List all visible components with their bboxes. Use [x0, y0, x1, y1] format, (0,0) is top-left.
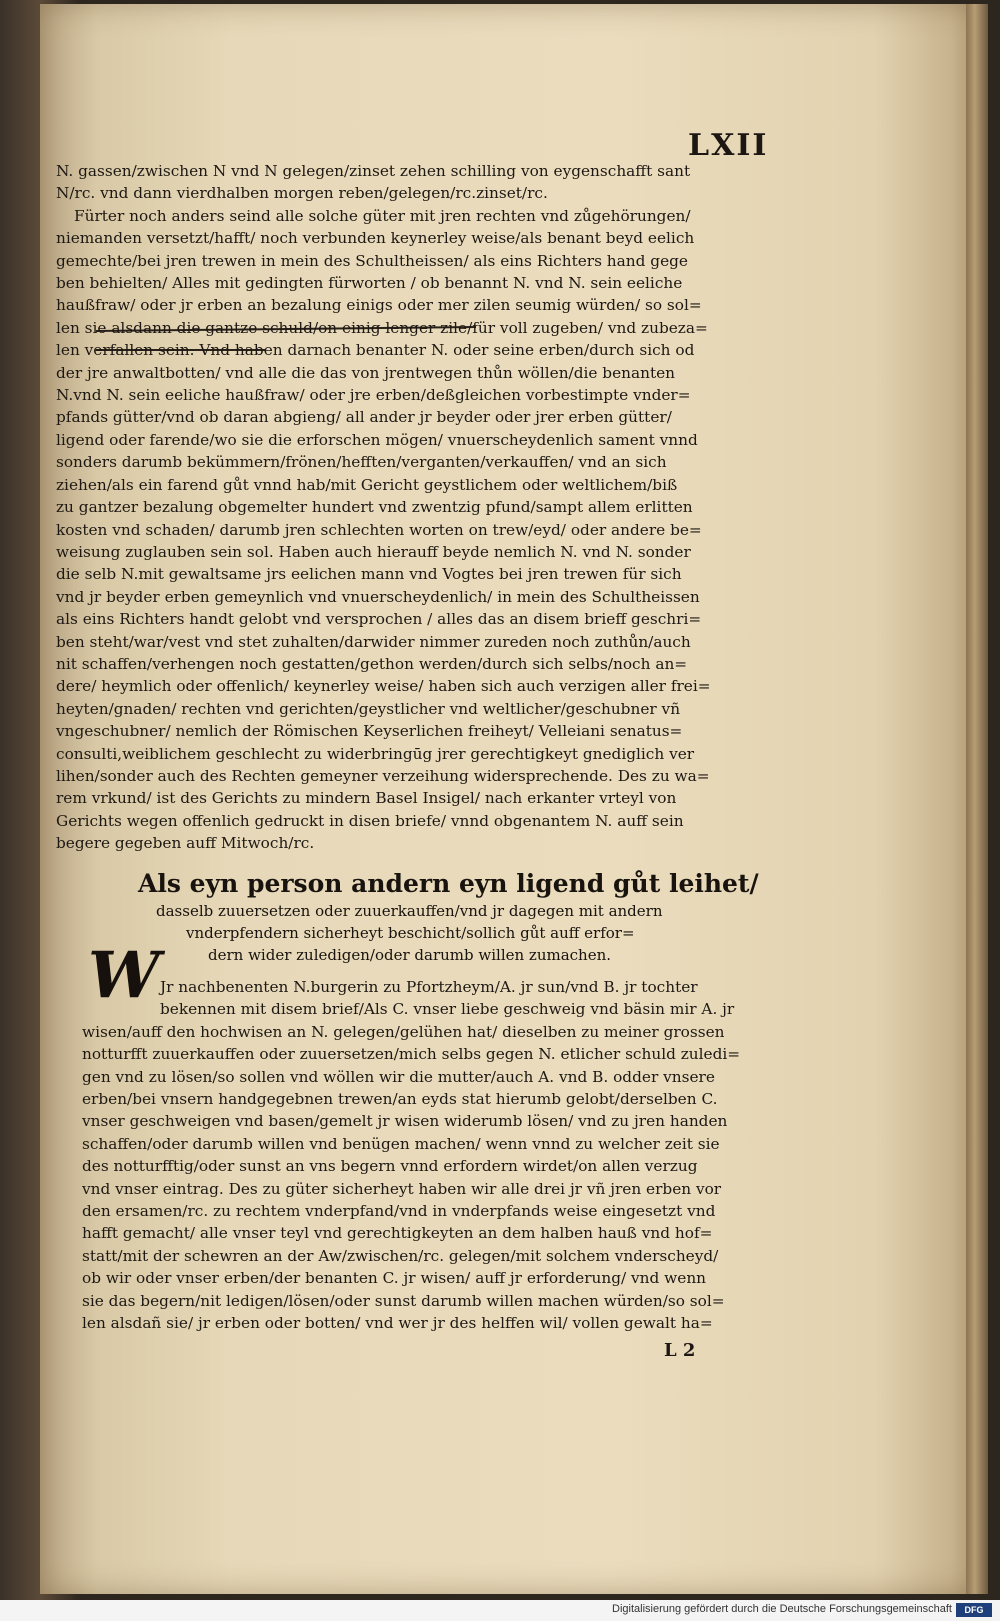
decorated-initial: W [88, 938, 160, 1013]
text-line: Gerichts wegen offenlich gedruckt in disen briefe/ vnnd obgenantem N. auff sein [56, 811, 684, 830]
text-line: der jre anwaltbotten/ vnd alle die das von jrentwegen thůn wöllen/die benanten [56, 363, 676, 382]
footer-bar [0, 1600, 1000, 1621]
page-edge [966, 4, 988, 1594]
text-line: len alsdañ sie/ jr erben oder botten/ vnd wer jr des helffen wil/ vollen gewalt ha= [82, 1314, 713, 1333]
text-line: heyten/gnaden/ rechten vnd gerichten/geystlicher vnd weltlicher/geschubner vñ [56, 699, 681, 718]
text-line: als eins Richters handt gelobt vnd versprochen / alles das an disem brieff geschri= [56, 610, 702, 629]
text-line: N.vnd N. sein eeliche haußfraw/ oder jre erben/deßgleichen vorbestimpte vnder= [56, 386, 691, 405]
text-block-top [56, 160, 756, 855]
text-line: ob wir oder vnser erben/der benanten C. jr wisen/ auff jr erforderung/ vnd wenn [82, 1269, 707, 1288]
text-line: erben/bei vnsern handgegebnen trewen/an eyds stat hierumb gelobt/derselben C. [82, 1090, 718, 1109]
text-line: Jr nachbenenten N.burgerin zu Pfortzheym/A. jr sun/vnd B. jr tochter [160, 978, 698, 996]
text-line: lihen/sonder auch des Rechten gemeyner verzeihung widersprechende. Des zu wa= [56, 766, 710, 785]
text-block-bottom [82, 976, 762, 1335]
text-line: nit schaffen/verhengen noch gestatten/gethon werden/durch sich selbs/noch an= [56, 654, 688, 673]
text-line: consulti,weiblichem geschlecht zu widerbringūg jrer gerechtigkeyt gnediglich ver [56, 744, 695, 763]
text-line: len verfallen sein. Vnd haben darnach benanter N. oder seine erben/durch sich od [56, 341, 695, 360]
text-line: ben steht/war/vest vnd stet zuhalten/darwider nimmer zureden noch zuthůn/auch [56, 632, 691, 651]
text-line: ziehen/als ein farend gůt vnnd hab/mit Gericht geystlichem oder weltlichem/biß [56, 475, 678, 494]
heading-subtitle: dern wider zuledigen/oder darumb willen zumachen. [208, 946, 612, 964]
text-line: vnd jr beyder erben gemeynlich vnd vnuerscheydenlich/ in mein des Schultheissen [56, 587, 700, 606]
text-line: niemanden versetzt/hafft/ noch verbunden keynerley weise/als benant beyd eelich [56, 229, 695, 248]
text-line: kosten vnd schaden/ darumb jren schlechten worten on trew/eyd/ oder andere be= [56, 520, 702, 539]
text-line: den ersamen/rc. zu rechtem vnderpfand/vnd in vnderpfands weise eingesetzt vnd [82, 1202, 716, 1221]
text-line: wisen/auff den hochwisen an N. gelegen/gelühen hat/ dieselben zu meiner grossen [82, 1022, 725, 1041]
text-line: sonders darumb bekümmern/frönen/hefften/verganten/verkauffen/ vnd an sich [56, 453, 667, 472]
footer-credit: Digitalisierung gefördert durch die Deutsche Forschungsgemeinschaft [612, 1603, 952, 1615]
text-line: gemechte/bei jren trewen in mein des Schultheissen/ als eins Richters hand gege [56, 251, 688, 270]
text-line: vnd vnser eintrag. Des zu güter sicherheyt haben wir alle drei jr vñ jren erben vor [82, 1179, 722, 1198]
text-line: sie das begern/nit ledigen/lösen/oder sunst darumb willen machen würden/so sol= [82, 1291, 725, 1310]
text-line: rem vrkund/ ist des Gerichts zu mindern Basel Insigel/ nach erkanter vrteyl von [56, 789, 677, 808]
text-line: des notturfftig/oder sunst an vns begern vnnd erfordern wirdet/on allen verzug [82, 1157, 698, 1176]
text-line: haußfraw/ oder jr erben an bezalung einigs oder mer zilen seumig würden/ so sol= [56, 296, 702, 315]
text-line: dere/ heymlich oder offenlich/ keynerley weise/ haben sich auch verzigen aller frei= [56, 677, 711, 696]
text-line: statt/mit der schewren an der Aw/zwischen/rc. gelegen/mit solchem vnderscheyd/ [82, 1246, 719, 1265]
dfg-logo: DFG [956, 1603, 992, 1617]
text-line: vngeschubner/ nemlich der Römischen Keyserlichen freiheyt/ Velleiani senatus= [56, 722, 683, 741]
text-line: N/rc. vnd dann vierdhalben morgen reben/gelegen/rc.zinset/rc. [56, 184, 548, 203]
heading-subtitle: vnderpfendern sicherheyt beschicht/sollich gůt auff erfor= [186, 924, 635, 942]
heading-subtitle: dasselb zuuersetzen oder zuuerkauffen/vnd jr dagegen mit andern [156, 902, 663, 920]
text-line: pfands gütter/vnd ob daran abgieng/ all ander jr beyder oder jrer erben gütter/ [56, 408, 672, 427]
text-line: hafft gemacht/ alle vnser teyl vnd gerechtigkeyten an dem halben hauß vnd hof= [82, 1224, 713, 1243]
text-line: gen vnd zu lösen/so sollen vnd wöllen wir die mutter/auch A. vnd B. odder vnsere [82, 1067, 715, 1086]
text-line: N. gassen/zwischen N vnd N gelegen/zinset zehen schilling von eygenschafft sant [56, 162, 691, 180]
text-line: begere gegeben auff Mitwoch/rc. [56, 834, 315, 853]
text-line: weisung zuglauben sein sol. Haben auch hierauff beyde nemlich N. vnd N. sonder [56, 542, 691, 561]
text-line: Fürter noch anders seind alle solche güter mit jren rechten vnd zůgehörungen/ [74, 206, 691, 225]
text-line: notturfft zuuerkauffen oder zuuersetzen/mich selbs gegen N. etlicher schuld zuledi= [82, 1045, 741, 1064]
text-line: die selb N.mit gewaltsame jrs eelichen mann vnd Vogtes bei jren trewen für sich [56, 565, 682, 584]
text-line: schaffen/oder darumb willen vnd benügen machen/ wenn vnnd zu welcher zeit sie [82, 1134, 720, 1153]
text-line: ligend oder farende/wo sie die erforschen mögen/ vnuerscheydenlich sament vnnd [56, 430, 698, 449]
text-line: len sie alsdann die gantze schuld/on einig lenger zile/für voll zugeben/ vnd zubeza= [56, 318, 708, 337]
text-line: vnser geschweigen vnd basen/gemelt jr wisen widerumb lösen/ vnd zu jren handen [82, 1112, 728, 1131]
section-heading [138, 868, 759, 966]
text-line: bekennen mit disem brief/Als C. vnser liebe geschweig vnd bäsin mir A. jr [160, 1000, 735, 1019]
folio-number: LXII [688, 128, 769, 163]
signature-mark: L 2 [664, 1340, 696, 1361]
heading-title: Als eyn person andern eyn ligend gůt leihet/ [138, 869, 759, 898]
text-line: ben behielten/ Alles mit gedingten fürworten / ob benannt N. vnd N. sein eeliche [56, 274, 683, 293]
text-line: zu gantzer bezalung obgemelter hundert vnd zwentzig pfund/sampt allem erlitten [56, 498, 693, 517]
